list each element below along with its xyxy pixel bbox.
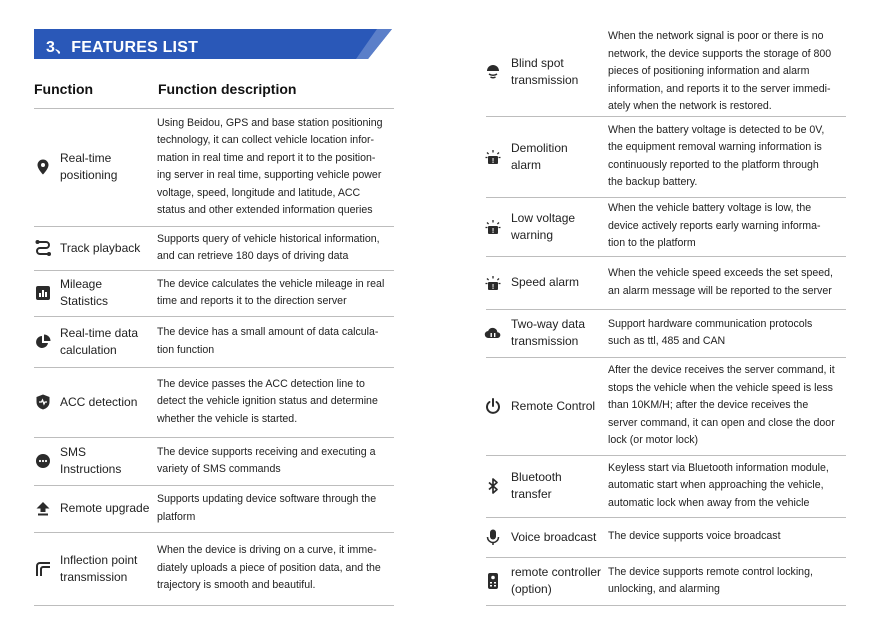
row-divider [34, 108, 394, 109]
feature-description [608, 316, 846, 351]
feature-description [157, 324, 395, 359]
location-pin-icon [34, 158, 52, 176]
feature-description-line: tion function [157, 343, 215, 356]
feature-description-line: pieces of positioning information and alarm [608, 65, 810, 78]
feature-description-line: continuously reported to the platform through [608, 158, 819, 171]
feature-description-line: When the vehicle speed exceeds the set speed, [608, 267, 833, 279]
bluetooth-icon [484, 477, 502, 495]
feature-description-line: the equipment removal warning information is [608, 141, 822, 153]
feature-description [608, 564, 846, 599]
feature-description-line: ing server in real time, supporting vehicle power [157, 169, 382, 181]
feature-description-line: time and reports it to the direction server [157, 295, 347, 307]
feature-name [60, 500, 149, 517]
row-divider [34, 367, 394, 368]
feature-description [157, 542, 395, 595]
feature-name [60, 444, 121, 478]
feature-name-line: alarm [511, 157, 542, 172]
row-divider [34, 605, 394, 606]
feature-description-line: tion to the platform [608, 237, 696, 250]
function-header: Function [34, 81, 94, 97]
feature-name-line: remote controller [511, 565, 602, 579]
feature-name [511, 140, 568, 174]
feature-description [157, 376, 395, 429]
feature-description-line: diately uploads a piece of position data, and the [157, 561, 381, 574]
row-divider [34, 532, 394, 533]
feature-description-line: platform [157, 510, 196, 523]
feature-description-line: server command, it can open and close the door [608, 416, 835, 429]
feature-name-line: Bluetooth [511, 470, 562, 484]
feature-description [157, 276, 395, 311]
feature-name-line: Mileage [60, 277, 103, 291]
route-icon [34, 239, 52, 257]
feature-description-line: The device supports remote control locking, [608, 565, 813, 578]
feature-description-line: information, and reports it to the server immedi- [608, 82, 831, 95]
feature-name [511, 469, 562, 503]
feature-name-line: Instructions [60, 462, 122, 476]
cloud-data-icon [484, 324, 502, 342]
feature-description [608, 28, 846, 116]
svg-text:!: ! [491, 157, 495, 165]
feature-description-line: unlocking, and alarming [608, 583, 720, 595]
feature-description-line: automatic start when approaching the vehicle, [608, 479, 824, 492]
remote-controller-icon [484, 572, 502, 590]
feature-description [608, 122, 846, 192]
feature-description-line: an alarm message will be reported to the server [608, 284, 832, 297]
row-divider [34, 226, 394, 227]
feature-name-line: Two-way data [511, 317, 586, 331]
feature-name-line: Real-time data [60, 325, 139, 340]
feature-description-line: than 10KM/H; after the device receives the [608, 399, 809, 412]
feature-name-line: warning [511, 227, 554, 242]
feature-description-line: The device supports receiving and executing a [157, 445, 376, 458]
row-divider [34, 270, 394, 271]
feature-description-line: Support hardware communication protocols [608, 317, 813, 330]
feature-name-line: Speed alarm [511, 275, 580, 289]
feature-description-line: automatic lock when away from the vehicle [608, 496, 810, 509]
feature-name-line: (option) [511, 582, 552, 596]
feature-description-line: variety of SMS commands [157, 463, 281, 475]
feature-name-line: calculation [60, 342, 117, 357]
row-divider [486, 256, 846, 257]
feature-name-line: Demolition [511, 140, 568, 155]
row-divider [486, 116, 846, 117]
feature-description [608, 528, 846, 546]
feature-description-line: The device supports voice broadcast [608, 530, 781, 543]
feature-description-line: lock (or motor lock) [608, 434, 699, 447]
feature-description-line: the backup battery. [608, 176, 698, 188]
feature-description-line: When the network signal is poor or there is no [608, 30, 824, 43]
feature-name-line: Remote upgrade [60, 501, 150, 515]
feature-description-line: After the device receives the server command, it [608, 364, 835, 377]
feature-description [157, 231, 395, 266]
feature-name-line: transmission [60, 569, 128, 584]
feature-description-line: Supports query of vehicle historical information, [157, 232, 380, 245]
feature-name [511, 398, 595, 415]
row-divider [486, 309, 846, 310]
row-divider [34, 437, 394, 438]
feature-description-line: When the battery voltage is detected to be 0V, [608, 123, 825, 136]
power-icon [484, 397, 502, 415]
row-divider [34, 485, 394, 486]
pie-chart-icon [34, 333, 52, 351]
feature-description-line: The device has a small amount of data calcula- [157, 326, 379, 338]
feature-description-line: Using Beidou, GPS and base station positioning [157, 116, 383, 129]
feature-description-line: and can retrieve 180 days of driving data [157, 250, 349, 262]
feature-description-line: Keyless start via Bluetooth information module, [608, 461, 829, 474]
feature-name [511, 529, 596, 546]
feature-description-line: stops the vehicle when the vehicle speed is less [608, 381, 833, 394]
feature-description-line: The device passes the ACC detection line to [157, 377, 365, 390]
feature-name [511, 564, 601, 598]
feature-name [60, 276, 108, 310]
row-divider [486, 197, 846, 198]
feature-description-line: technology, it can collect vehicle location infor- [157, 134, 375, 146]
feature-description [608, 265, 846, 300]
svg-text:!: ! [491, 227, 495, 235]
feature-name-line: Blind spot [511, 56, 564, 70]
feature-name-line: transmission [511, 73, 579, 87]
feature-name-line: Voice broadcast [511, 529, 597, 544]
feature-name [511, 55, 578, 89]
satellite-icon [484, 63, 502, 81]
chart-icon [34, 284, 52, 302]
feature-name-line: positioning [60, 168, 118, 182]
feature-description-line: device actively reports early warning informa- [608, 219, 821, 232]
upload-icon [34, 500, 52, 518]
feature-description-line: whether the vehicle is started. [157, 412, 298, 425]
feature-description-line: When the device is driving on a curve, it imme- [157, 544, 377, 557]
section-banner [34, 29, 392, 59]
feature-name-line: Low voltage [511, 210, 576, 225]
feature-name [511, 210, 575, 244]
row-divider [486, 557, 846, 558]
section-title: 3、FEATURES LIST [46, 39, 199, 56]
feature-description [608, 362, 846, 450]
feature-name-line: Track playback [60, 240, 141, 255]
feature-name [511, 274, 579, 291]
row-divider [34, 316, 394, 317]
feature-description [608, 460, 846, 513]
feature-description-line: detect the vehicle ignition status and determine [157, 395, 378, 408]
row-divider [486, 605, 846, 606]
feature-description-line: such as ttl, 485 and CAN [608, 335, 726, 347]
feature-name-line: transfer [511, 487, 552, 501]
feature-description-line: mation in real time and report it to the position- [157, 151, 376, 164]
alarm-icon [484, 218, 502, 236]
row-divider [486, 357, 846, 358]
alarm-icon [484, 148, 502, 166]
shield-icon [34, 393, 52, 411]
feature-description-line: The device calculates the vehicle mileage in real [157, 277, 385, 290]
feature-name-line: ACC detection [60, 394, 138, 409]
feature-name-line: transmission [511, 334, 579, 348]
feature-name [60, 394, 137, 411]
turn-icon [34, 560, 52, 578]
feature-description [157, 491, 395, 526]
feature-name-line: Remote Control [511, 398, 596, 413]
feature-description [157, 444, 395, 479]
feature-description-line: trajectory is smooth and beautiful. [157, 579, 316, 592]
feature-description-line: Supports updating device software through the [157, 493, 377, 505]
feature-name [511, 316, 585, 350]
row-divider [486, 455, 846, 456]
feature-name [60, 150, 117, 184]
alarm-icon [484, 274, 502, 292]
feature-name [60, 552, 137, 586]
feature-name-line: Statistics [60, 294, 109, 308]
row-divider [486, 517, 846, 518]
svg-text:!: ! [491, 283, 495, 291]
feature-description-line: network, the device supports the storage of 800 [608, 47, 832, 60]
feature-description [608, 200, 846, 253]
feature-description-line: voltage, speed, longitude and latitude, ACC [157, 186, 361, 199]
message-icon [34, 452, 52, 470]
feature-name-line: SMS [60, 445, 87, 459]
description-header: Function description [158, 81, 297, 97]
feature-name [60, 325, 138, 359]
feature-name-line: Real-time [60, 151, 112, 165]
feature-name [60, 240, 140, 257]
microphone-icon [484, 528, 502, 546]
feature-description-line: ately when the network is restored. [608, 100, 772, 113]
feature-description-line: When the vehicle battery voltage is low, the [608, 202, 812, 215]
feature-name-line: Inflection point [60, 552, 138, 567]
feature-description [157, 115, 395, 220]
feature-description-line: status and other extended information queries [157, 204, 373, 216]
